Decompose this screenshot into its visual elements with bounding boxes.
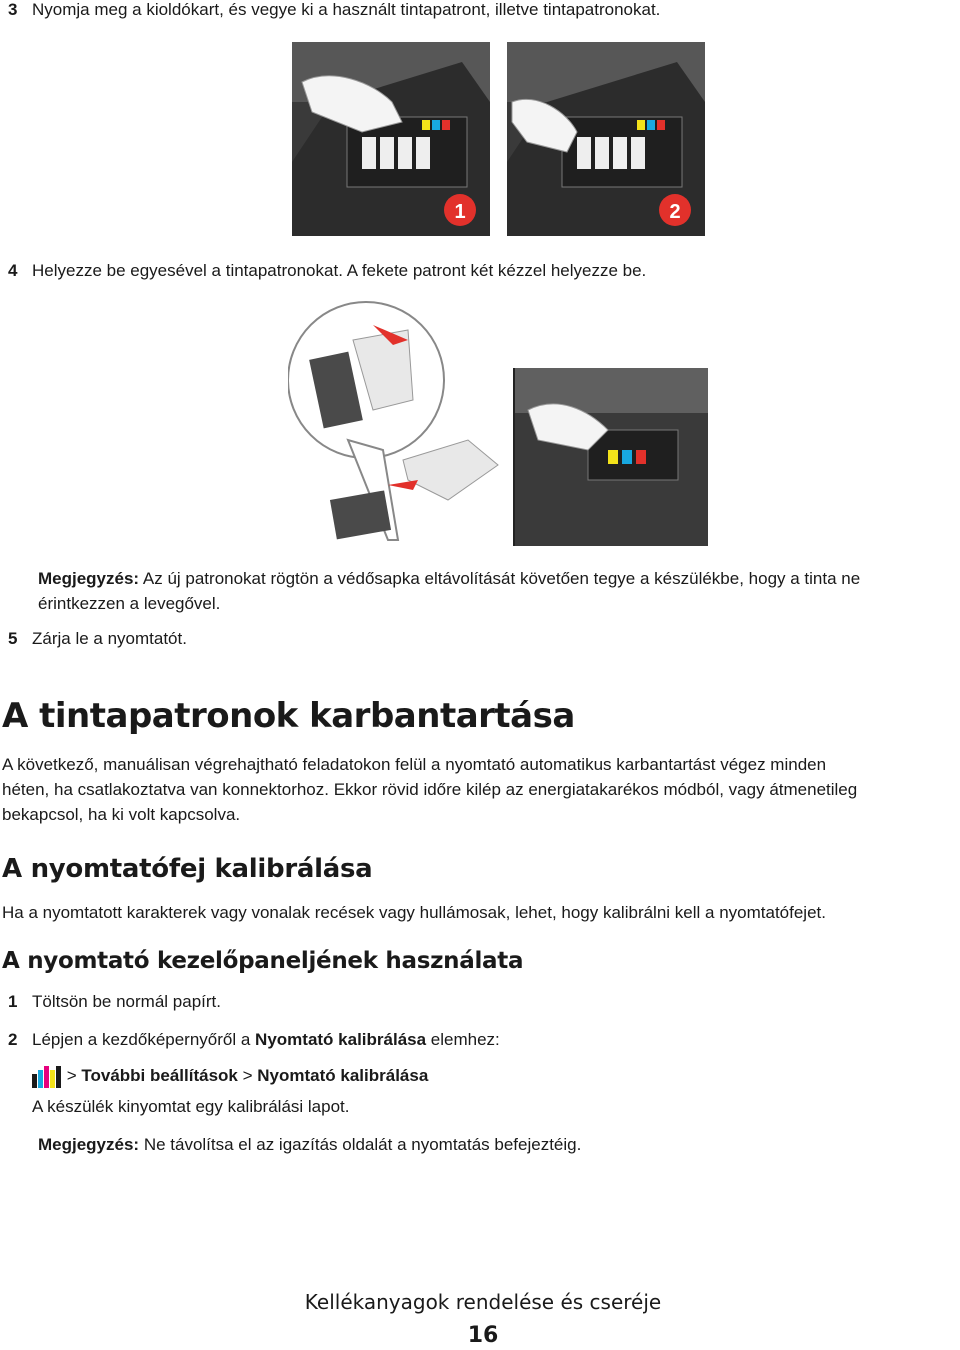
note-text: Ne távolítsa el az igazítás oldalát a nyomtatás befejeztéig. — [139, 1135, 582, 1154]
section-title-calibration: A nyomtatófej kalibrálása — [2, 854, 373, 884]
step-4 — [8, 261, 17, 281]
section-3-step-2-text — [32, 1030, 500, 1050]
remove-cartridge-illustration-2 — [507, 42, 705, 236]
note-2 — [38, 1135, 581, 1155]
para-line-1: A következő, manuálisan végrehajtható feladatokon felül a nyomtató automatikus karbantartást végez minden — [2, 755, 827, 774]
step-3-text: Nyomja meg a kioldókart, és vegye ki a használt tintapatront, illetve tintapatronokat. — [32, 0, 661, 19]
step-3 — [8, 0, 17, 20]
home-icon — [32, 1066, 62, 1088]
footer-chapter: Kellékanyagok rendelése és cseréje — [304, 1290, 662, 1314]
path-item-more-settings: További beállítások — [81, 1066, 238, 1085]
note-text-line2: érintkezzen a levegővel. — [38, 594, 221, 613]
step-2-suffix: elemhez: — [426, 1030, 500, 1049]
step-number: 3 — [8, 0, 18, 19]
step-number: 2 — [8, 1030, 18, 1049]
note-label: Megjegyzés: — [38, 1135, 140, 1154]
step-5 — [8, 629, 17, 649]
path-separator: > — [62, 1066, 82, 1085]
section-title-maintenance: A tintapatronok karbantartása — [2, 696, 575, 736]
path-item-calibrate: Nyomtató kalibrálása — [257, 1066, 429, 1085]
section-3-step-1-text: Töltsön be normál papírt. — [32, 992, 221, 1011]
section-3-step-1 — [8, 992, 17, 1012]
page-number: 16 — [467, 1323, 499, 1348]
para-line-3: bekapcsol, ha ki volt kapcsolva. — [2, 805, 241, 824]
step-5-text: Zárja le a nyomtatót. — [32, 629, 187, 648]
step-4-text: Helyezze be egyesével a tintapatronokat. A fekete patront két kézzel helyezze be. — [32, 261, 647, 280]
note-label: Megjegyzés: — [38, 569, 140, 588]
path-separator: > — [237, 1066, 258, 1085]
badge-1: 1 — [454, 201, 466, 223]
section-3-step-2 — [8, 1030, 17, 1050]
remove-cartridge-illustration-1 — [292, 42, 490, 236]
step-number: 1 — [8, 992, 18, 1011]
note-text-line1: Az új patronokat rögtön a védősapka eltávolítását követően tegye a készülékbe, hogy a tinta ne — [139, 569, 861, 588]
para-line-2: héten, ha csatlakoztatva van konnektorhoz. Ekkor rövid időre kilép az energiatakarékos módból, vagy átmenetileg — [2, 780, 858, 799]
step-number: 5 — [8, 629, 18, 648]
section-title-control-panel: A nyomtató kezelőpaneljének használata — [2, 948, 524, 974]
section-2-paragraph: Ha a nyomtatott karakterek vagy vonalak recések vagy hullámosak, lehet, hogy kalibrálni kell a nyomtatófejet. — [2, 903, 826, 922]
menu-path — [32, 1063, 428, 1089]
step-2-bold: Nyomtató kalibrálása — [255, 1030, 427, 1049]
step-2-prefix: Lépjen a kezdőképernyőről a — [32, 1030, 256, 1049]
result-text: A készülék kinyomtat egy kalibrálási lapot. — [32, 1097, 350, 1116]
note-1 — [38, 566, 958, 616]
badge-2: 2 — [669, 201, 681, 223]
insert-cartridge-illustration — [288, 300, 708, 546]
step-number: 4 — [8, 261, 18, 280]
section-1-paragraph — [2, 752, 957, 827]
